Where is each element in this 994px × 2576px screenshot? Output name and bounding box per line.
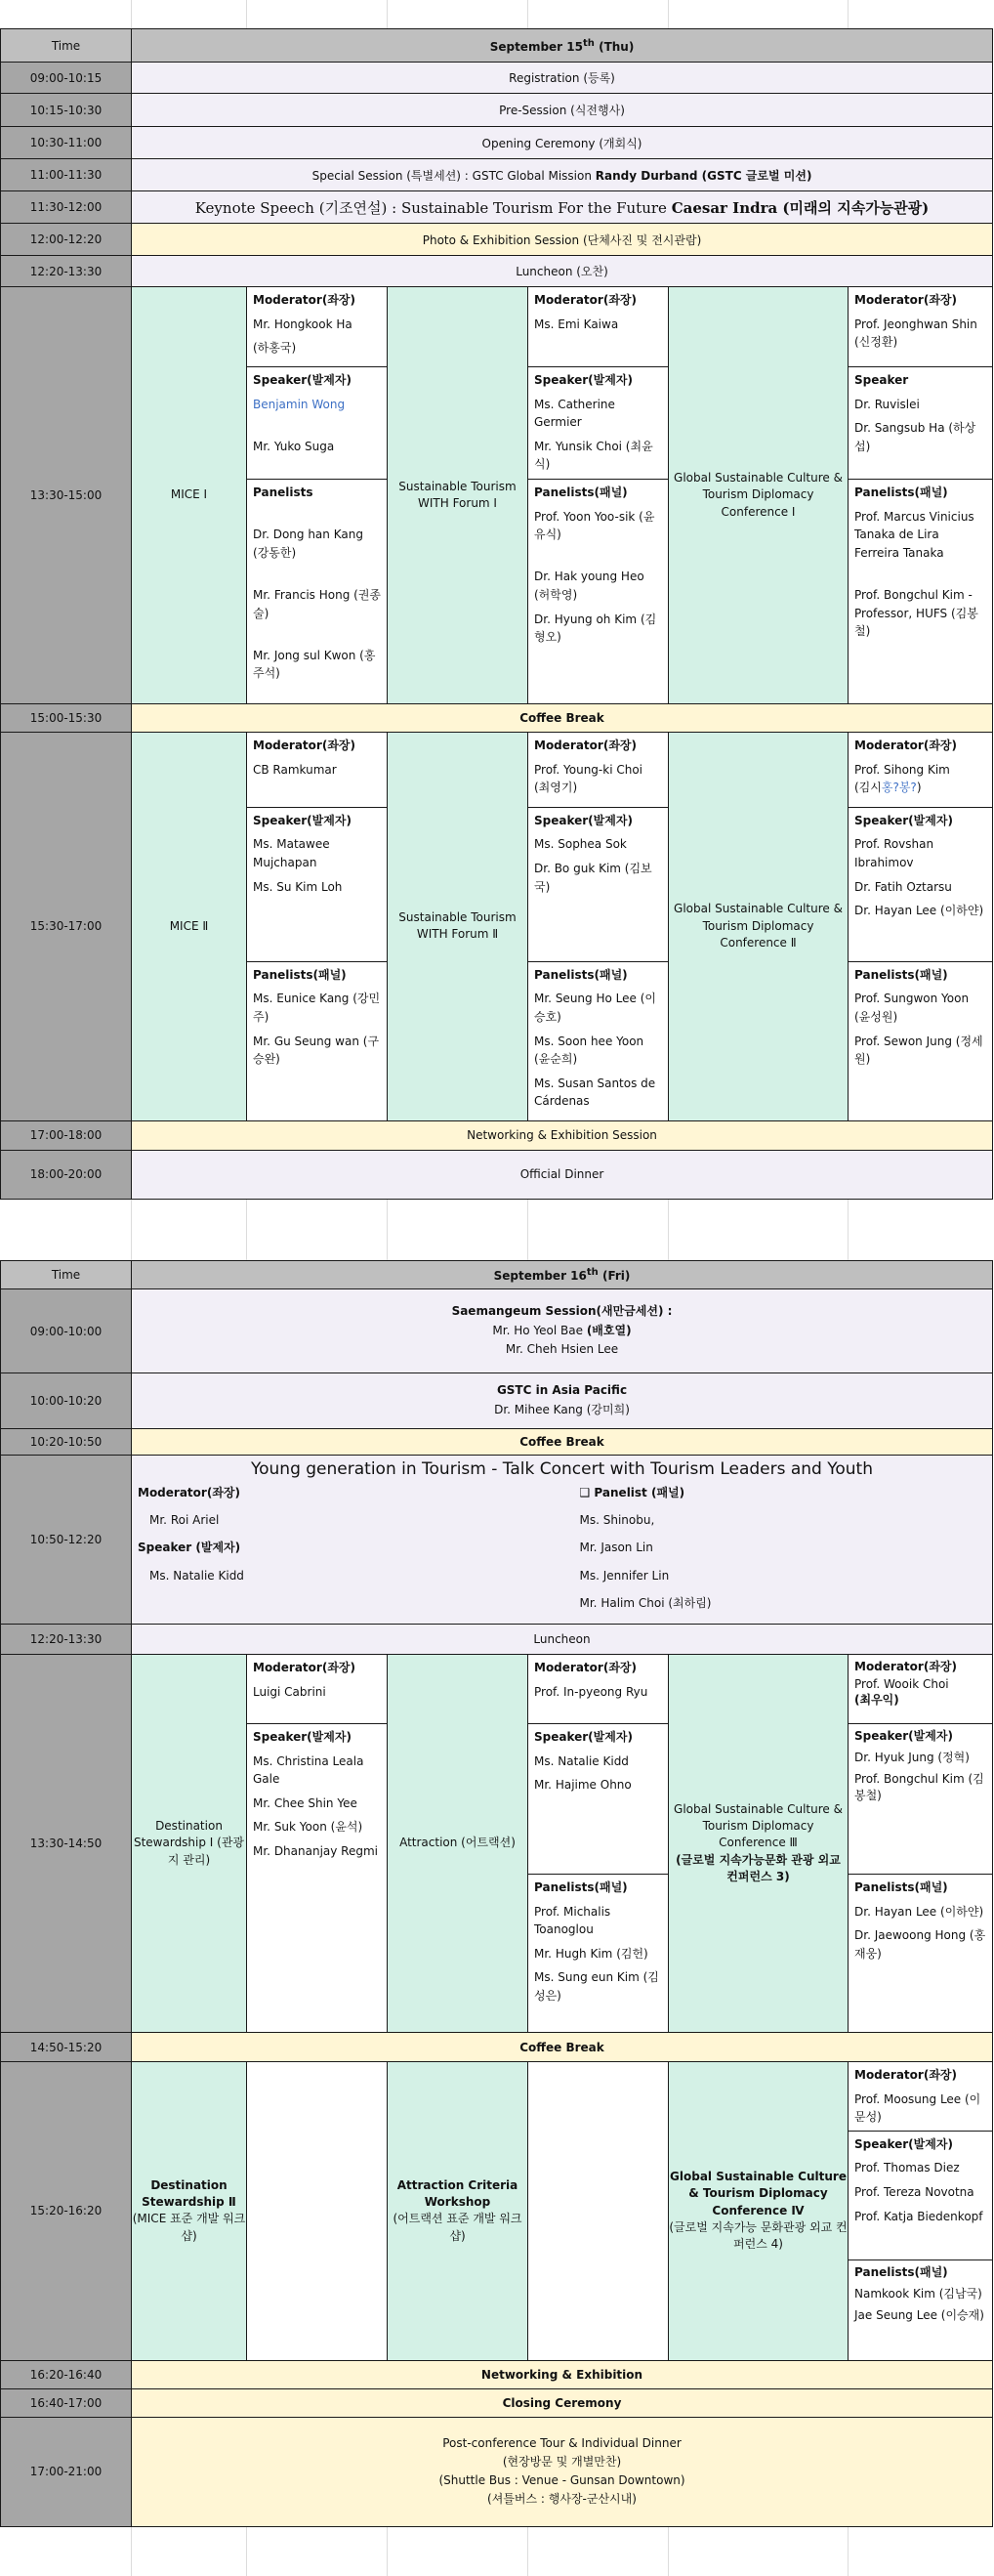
moderator-cell: Moderator(좌장) CB Ramkumar [247, 733, 388, 808]
speaker-cell: Speaker(발제자) Ms. Catherine Germier Mr. Yunsik Choi (최윤식) [528, 367, 669, 480]
parallel-session-row [1, 2062, 993, 2132]
track-title: Sustainable Tourism WITH Forum Ⅱ [388, 733, 528, 1121]
moderator-cell: Moderator(좌장) Prof. Wooik Choi (최우익) [849, 1655, 993, 1724]
time-cell: 12:20-13:30 [1, 256, 132, 287]
networking-cell: Networking & Exhibition Session [132, 1120, 993, 1150]
track-title: MICE Ⅰ [132, 287, 247, 704]
schedule-row [1, 2033, 993, 2062]
panelists-cell: Panelists(패널) Prof. Michalis Toanoglou Mr. Hugh Kim (김헌) Ms. Sung eun Kim (김성은) [528, 1875, 669, 2033]
schedule-row [1, 1625, 993, 1655]
speaker-cell: Speaker(발제자) Prof. Rovshan Ibrahimov Dr. Fatih Oztarsu Dr. Hayan Lee (이하얀) [849, 807, 993, 961]
schedule-row [1, 2417, 993, 2526]
schedule-row [1, 1429, 993, 1456]
luncheon-cell: Luncheon [132, 1625, 993, 1655]
gstc-session-cell: GSTC in Asia Pacific Dr. Mihee Kang (강미희) [132, 1373, 993, 1429]
coffee-break-cell: Coffee Break [132, 1429, 993, 1456]
schedule-row [1, 1120, 993, 1150]
time-cell: 12:20-13:30 [1, 1625, 132, 1655]
session-cell: Pre-Session (식전행사) [132, 94, 993, 127]
time-header: Time [1, 29, 132, 63]
moderator-cell: Moderator(좌장) Luigi Cabrini [247, 1655, 388, 1724]
parallel-session-row [1, 287, 993, 367]
track-title: Global Sustainable Culture & Tourism Diplomacy Conference Ⅳ (글로벌 지속가능 문화관광 외교 컨퍼런스 4) [669, 2062, 849, 2361]
moderator-cell: Moderator(좌장) Prof. Sihong Kim (김시홍?봉?) [849, 733, 993, 808]
parallel-session-row [1, 1655, 993, 1724]
time-cell: 15:20-16:20 [1, 2062, 132, 2361]
schedule-row [1, 1150, 993, 1199]
panelists-cell: Panelists(패널) Mr. Seung Ho Lee (이승호) Ms. Soon hee Yoon (윤순희) Ms. Susan Santos de Cárdenas [528, 961, 669, 1120]
time-cell: 12:00-12:20 [1, 224, 132, 256]
empty-cell [528, 2062, 669, 2361]
day2-schedule-table [0, 1260, 993, 2527]
moderator-cell: Moderator(좌장) Prof. In-pyeong Ryu [528, 1655, 669, 1724]
time-cell: 14:50-15:20 [1, 2033, 132, 2062]
day2-date-header: September 16th (Fri) [132, 1261, 993, 1289]
schedule-row [1, 1373, 993, 1429]
time-cell: 18:00-20:00 [1, 1150, 132, 1199]
speaker-cell: Speaker(발제자) Dr. Hyuk Jung (정혁) Prof. Bongchul Kim (김봉철) [849, 1724, 993, 1875]
time-cell: 10:20-10:50 [1, 1429, 132, 1456]
panelists-cell: Panelists(패널) Prof. Yoon Yoo-sik (윤유식) Dr. Hak young Heo (허학영) Dr. Hyung oh Kim (김형오) [528, 480, 669, 704]
time-cell: 13:30-15:00 [1, 287, 132, 704]
panelists-cell: Panelists Dr. Dong han Kang (강동한) Mr. Francis Hong (권종술) Mr. Jong sul Kwon (홍주석) [247, 480, 388, 704]
day2-header-row [1, 1261, 993, 1289]
panelists-cell: Panelists(패널) Ms. Eunice Kang (강민주) Mr. Gu Seung wan (구승완) [247, 961, 388, 1120]
time-cell: 10:50-12:20 [1, 1456, 132, 1625]
saemangeum-session-cell: Saemangeum Session(새만금세션) : Mr. Ho Yeol Bae (배호열) Mr. Cheh Hsien Lee [132, 1289, 993, 1373]
speaker-cell: Speaker(발제자) Benjamin Wong Mr. Yuko Suga [247, 367, 388, 480]
dinner-cell: Official Dinner [132, 1150, 993, 1199]
time-cell: 16:20-16:40 [1, 2360, 132, 2388]
session-cell: Opening Ceremony (개회식) [132, 127, 993, 159]
moderator-cell: Moderator(좌장) Prof. Young-ki Choi (최영기) [528, 733, 669, 808]
panelists-cell: Panelists(패널) Prof. Sungwon Yoon (윤성원) Prof. Sewon Jung (정세원) [849, 961, 993, 1120]
day1-date-header: September 15th (Thu) [132, 29, 993, 63]
session-cell: Luncheon (오찬) [132, 256, 993, 287]
speaker-cell: Speaker(발제자) Ms. Natalie Kidd Mr. Hajime Ohno [528, 1724, 669, 1875]
special-session-cell: Special Session (특별세션) : GSTC Global Mission Randy Durband (GSTC 글로벌 미션) [132, 159, 993, 191]
schedule-row [1, 191, 993, 224]
moderator-cell: Moderator(좌장) Ms. Emi Kaiwa [528, 287, 669, 367]
time-cell: 11:30-12:00 [1, 191, 132, 224]
schedule-row [1, 1456, 993, 1625]
session-cell: Registration (등록) [132, 63, 993, 94]
track-title: Attraction Criteria Workshop (어트랙션 표준 개발 워크샵) [388, 2062, 528, 2361]
schedule-row [1, 2388, 993, 2417]
track-title: Global Sustainable Culture & Tourism Diplomacy Conference Ⅱ [669, 733, 849, 1121]
moderator-cell: Moderator(좌장) Mr. Hongkook Ha (하홍국) [247, 287, 388, 367]
day1-schedule-table [0, 28, 993, 1200]
time-cell: 17:00-18:00 [1, 1120, 132, 1150]
session-cell: Photo & Exhibition Session (단체사진 및 전시관람) [132, 224, 993, 256]
schedule-row [1, 1289, 993, 1373]
parallel-session-row [1, 733, 993, 808]
panelists-cell: Panelists(패널) Prof. Marcus Vinicius Tanaka de Lira Ferreira Tanaka Prof. Bongchul Kim - Professor, HUFS (김봉철) [849, 480, 993, 704]
schedule-row [1, 2360, 993, 2388]
time-cell: 10:15-10:30 [1, 94, 132, 127]
talk-concert-cell: Young generation in Tourism - Talk Concert with Tourism Leaders and Youth Moderator(좌장) Mr. Roi Ariel Speaker (발제자) Ms. Natalie Kidd ❑ Panelist (패널) Ms. Shinobu, Mr. Jason Lin Ms. Jennifer Lin Mr. Halim Choi (최하림) [132, 1456, 993, 1625]
time-cell: 10:00-10:20 [1, 1373, 132, 1429]
day1-header-row [1, 29, 993, 63]
schedule-row [1, 256, 993, 287]
time-header: Time [1, 1261, 132, 1289]
speaker-cell: Speaker(발제자) Prof. Thomas Diez Prof. Tereza Novotna Prof. Katja Biedenkopf [849, 2131, 993, 2259]
keynote-cell: Keynote Speech (기조연설) : Sustainable Tourism For the Future Caesar Indra (미래의 지속가능관광) [132, 191, 993, 224]
schedule-row [1, 704, 993, 733]
speaker-cell: Speaker(발제자) Ms. Matawee Mujchapan Ms. Su Kim Loh [247, 807, 388, 961]
track-title: MICE Ⅱ [132, 733, 247, 1121]
post-conference-cell: Post-conference Tour & Individual Dinner (현장방문 및 개별만찬) (Shuttle Bus : Venue - Gunsan Downtown) (셔틀버스 : 행사장-군산시내) [132, 2417, 993, 2526]
schedule-row [1, 127, 993, 159]
networking-cell: Networking & Exhibition [132, 2360, 993, 2388]
coffee-break-cell: Coffee Break [132, 2033, 993, 2062]
empty-cell [247, 2062, 388, 2361]
schedule-row [1, 159, 993, 191]
time-cell: 15:30-17:00 [1, 733, 132, 1121]
speaker-cell: Speaker(발제자) Ms. Sophea Sok Dr. Bo guk Kim (김보국) [528, 807, 669, 961]
track-title: Sustainable Tourism WITH Forum Ⅰ [388, 287, 528, 704]
track-title: Attraction (어트랙션) [388, 1655, 528, 2033]
track-title: Destination Stewardship Ⅰ (관광지 관리) [132, 1655, 247, 2033]
coffee-break-cell: Coffee Break [132, 704, 993, 733]
closing-ceremony-cell: Closing Ceremony [132, 2388, 993, 2417]
schedule-row [1, 224, 993, 256]
schedule-row [1, 94, 993, 127]
track-title: Destination Stewardship Ⅱ (MICE 표준 개발 워크샵) [132, 2062, 247, 2361]
time-cell: 15:00-15:30 [1, 704, 132, 733]
moderator-cell: Moderator(좌장) Prof. Moosung Lee (이문성) [849, 2062, 993, 2132]
time-cell: 17:00-21:00 [1, 2417, 132, 2526]
time-cell: 11:00-11:30 [1, 159, 132, 191]
speaker-cell: Speaker Dr. Ruvislei Dr. Sangsub Ha (하상섭) [849, 367, 993, 480]
time-cell: 09:00-10:00 [1, 1289, 132, 1373]
moderator-cell: Moderator(좌장) Prof. Jeonghwan Shin (신정환) [849, 287, 993, 367]
speaker-cell: Speaker(발제자) Ms. Christina Leala Gale Mr. Chee Shin Yee Mr. Suk Yoon (윤석) Mr. Dhananjay Regmi [247, 1724, 388, 2033]
time-cell: 13:30-14:50 [1, 1655, 132, 2033]
panelists-cell: Panelists(패널) Namkook Kim (김남국) Jae Seung Lee (이승재) [849, 2259, 993, 2360]
panelists-cell: Panelists(패널) Dr. Hayan Lee (이하얀) Dr. Jaewoong Hong (홍재웅) [849, 1875, 993, 2033]
time-cell: 16:40-17:00 [1, 2388, 132, 2417]
time-cell: 10:30-11:00 [1, 127, 132, 159]
track-title: Global Sustainable Culture & Tourism Diplomacy Conference Ⅲ (글로벌 지속가능문화 관광 외교 컨퍼런스 3) [669, 1655, 849, 2033]
time-cell: 09:00-10:15 [1, 63, 132, 94]
track-title: Global Sustainable Culture & Tourism Diplomacy Conference Ⅰ [669, 287, 849, 704]
schedule-row [1, 63, 993, 94]
